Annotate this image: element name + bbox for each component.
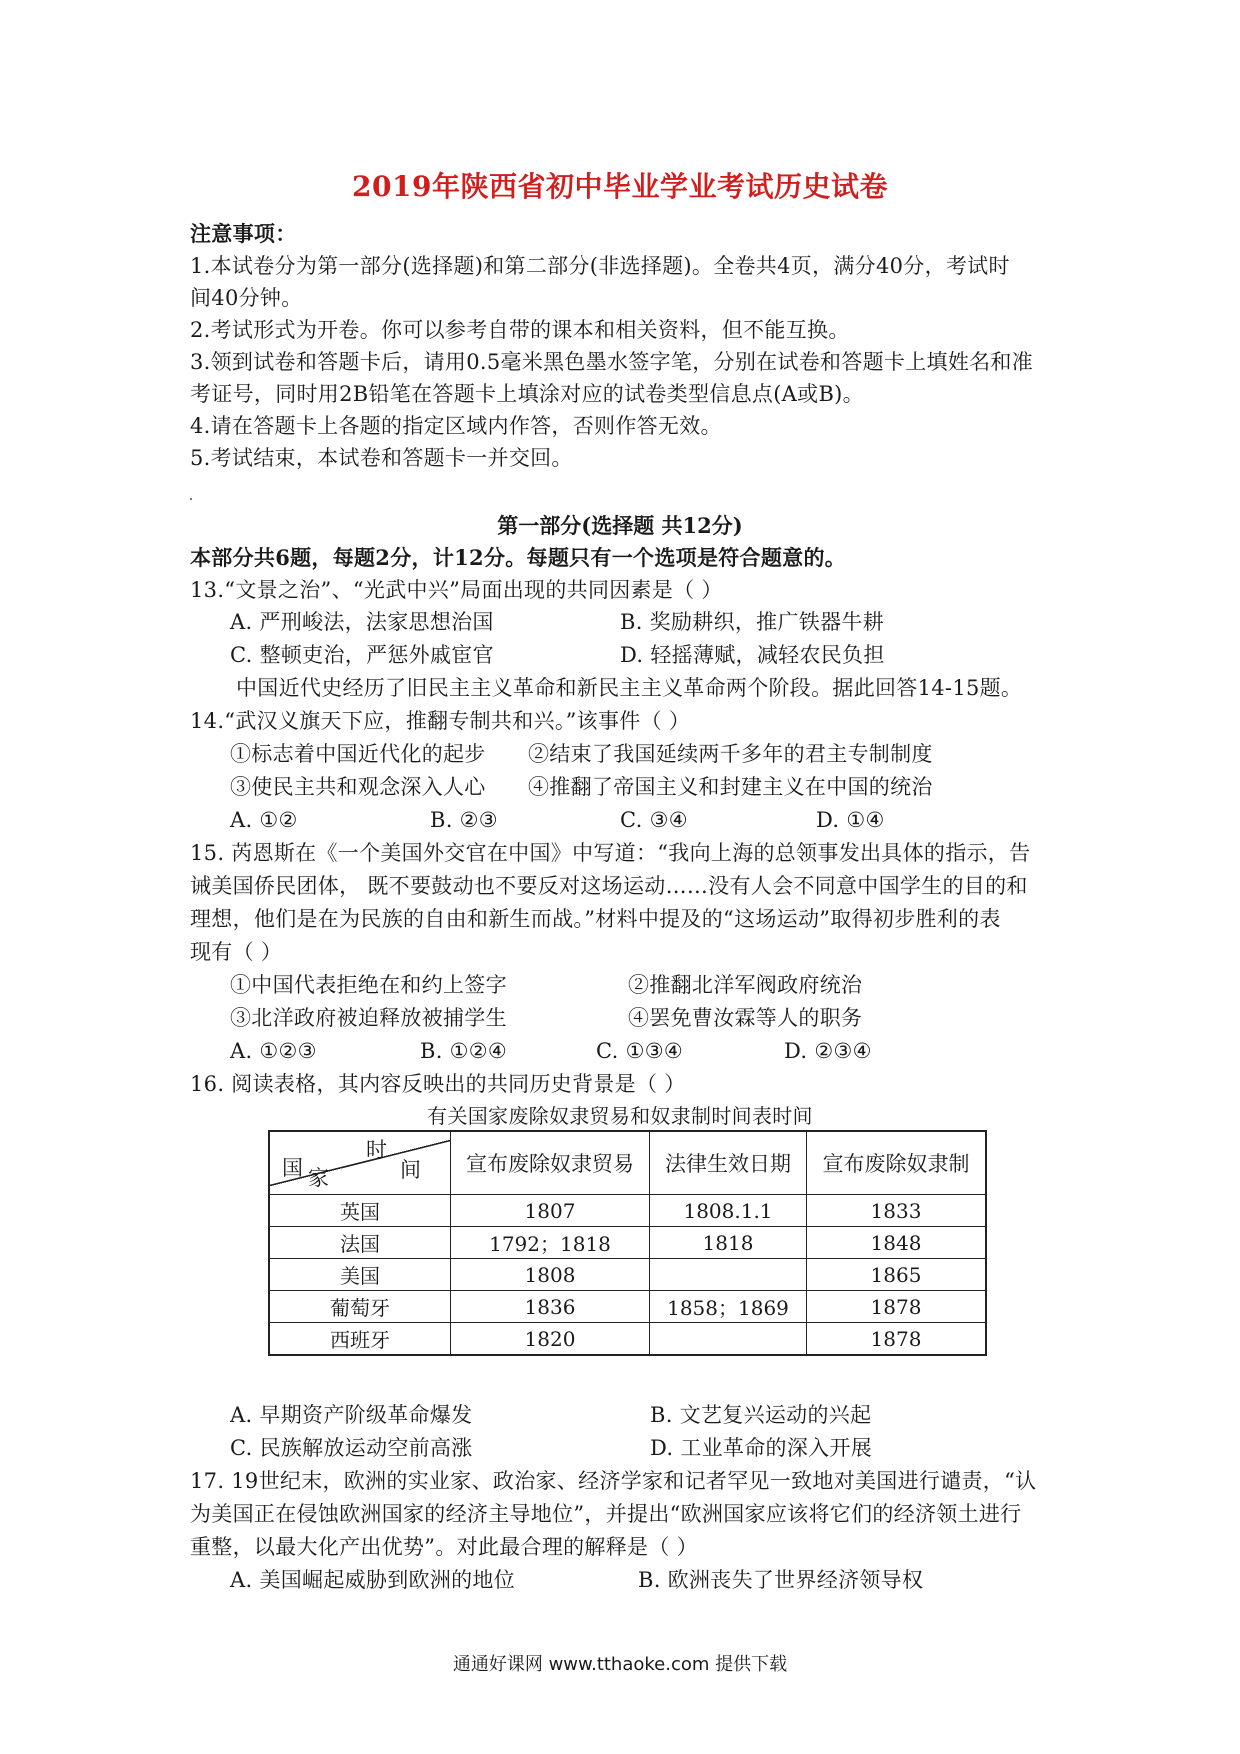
q13-option-a: A. 严刑峻法，法家思想治国 bbox=[230, 610, 494, 634]
question-15-line: 诫美国侨民团体， 既不要鼓动也不要反对这场运动……没有人会不同意中国学生的目的和 bbox=[190, 874, 1028, 898]
table-corner-cell bbox=[269, 1131, 451, 1195]
corner-label-time: 时 bbox=[366, 1138, 387, 1162]
trade-cell: 1836 bbox=[451, 1291, 650, 1323]
table-row bbox=[269, 1195, 986, 1227]
table-title: 有关国家废除奴隶贸易和奴隶制时间表时间 bbox=[427, 1104, 813, 1128]
part1-heading: 第一部分(选择题 共12分) bbox=[497, 513, 743, 538]
q14-option-c: C. ③④ bbox=[620, 808, 688, 832]
q15-option-a: A. ①②③ bbox=[230, 1039, 317, 1063]
country-cell: 葡萄牙 bbox=[269, 1291, 451, 1323]
corner-label-country-2: 家 bbox=[308, 1166, 329, 1190]
q17-option-a: A. 美国崛起威胁到欧洲的地位 bbox=[230, 1568, 516, 1592]
q15-option-d: D. ②③④ bbox=[784, 1039, 872, 1063]
notice-line: 考证号，同时用2B铅笔在答题卡上填涂对应的试卷类型信息点(A或B)。 bbox=[190, 382, 864, 406]
slavery-cell: 1833 bbox=[807, 1195, 987, 1227]
table-row bbox=[269, 1323, 986, 1356]
abolition-table bbox=[268, 1130, 987, 1356]
q13-option-c: C. 整顿吏治，严惩外戚宦官 bbox=[230, 643, 494, 667]
column-header: 法律生效日期 bbox=[650, 1131, 807, 1195]
q15-statement-3: ③北洋政府被迫释放被捕学生 bbox=[230, 1006, 507, 1030]
notice-line: 3.领到试卷和答题卡后，请用0.5毫米黑色墨水签字笔，分别在试卷和答题卡上填姓名和准 bbox=[190, 350, 1034, 374]
question-15-line: 理想，他们是在为民族的自由和新生而战。”材料中提及的“这场运动”取得初步胜利的表 bbox=[190, 907, 1001, 931]
q15-option-b: B. ①②④ bbox=[420, 1039, 508, 1063]
q15-option-c: C. ①③④ bbox=[596, 1039, 683, 1063]
q14-option-d: D. ①④ bbox=[816, 808, 885, 832]
q14-option-b: B. ②③ bbox=[430, 808, 498, 832]
page-footer: 通通好课网 www.tthaoke.com 提供下载 bbox=[452, 1654, 788, 1675]
slavery-cell: 1865 bbox=[807, 1259, 987, 1291]
table-row bbox=[269, 1291, 986, 1323]
trade-cell: 1807 bbox=[451, 1195, 650, 1227]
notice-line: 1.本试卷分为第一部分(选择题)和第二部分(非选择题)。全卷共4页，满分40分，考试时 bbox=[190, 254, 1010, 278]
trade-cell: 1808 bbox=[451, 1259, 650, 1291]
q16-option-a: A. 早期资产阶级革命爆发 bbox=[230, 1403, 473, 1427]
q13-option-b: B. 奖励耕织，推广铁器牛耕 bbox=[620, 610, 884, 634]
question-14-stem: 14.“武汉义旗天下应，推翻专制共和兴。”该事件（ ） bbox=[190, 709, 691, 733]
question-16-stem: 16. 阅读表格，其内容反映出的共同历史背景是（ ） bbox=[190, 1072, 686, 1096]
q16-option-b: B. 文艺复兴运动的兴起 bbox=[650, 1403, 872, 1427]
law-cell bbox=[650, 1323, 807, 1356]
notice-line: 5.考试结束，本试卷和答题卡一并交回。 bbox=[190, 446, 573, 470]
q14-statement-2: ②结束了我国延续两千多年的君主专制制度 bbox=[528, 742, 933, 766]
page-title: 2019年陕西省初中毕业学业考试历史试卷 bbox=[352, 170, 888, 203]
q14-15-intro: 中国近代史经历了旧民主主义革命和新民主主义革命两个阶段。据此回答14-15题。 bbox=[236, 676, 1023, 700]
column-header: 宣布废除奴隶制 bbox=[807, 1131, 987, 1195]
slavery-cell: 1848 bbox=[807, 1227, 987, 1259]
notice-heading: 注意事项： bbox=[190, 221, 297, 246]
q14-statement-4: ④推翻了帝国主义和封建主义在中国的统治 bbox=[528, 775, 933, 799]
q15-statement-4: ④罢免曹汝霖等人的职务 bbox=[628, 1006, 863, 1030]
question-17-line: 为美国正在侵蚀欧洲国家的经济主导地位”，并提出“欧洲国家应该将它们的经济领土进行 bbox=[190, 1502, 1022, 1526]
question-17-line: 重整，以最大化产出优势”。对此最合理的解释是（ ） bbox=[190, 1535, 698, 1559]
scan-speck bbox=[190, 498, 192, 500]
law-cell: 1808.1.1 bbox=[650, 1195, 807, 1227]
q14-statement-3: ③使民主共和观念深入人心 bbox=[230, 775, 486, 799]
law-cell bbox=[650, 1259, 807, 1291]
q17-option-b: B. 欧洲丧失了世界经济领导权 bbox=[638, 1568, 924, 1592]
corner-label-time-2: 间 bbox=[400, 1158, 421, 1182]
country-cell: 法国 bbox=[269, 1227, 451, 1259]
q15-statement-2: ②推翻北洋军阀政府统治 bbox=[628, 973, 863, 997]
corner-label-country: 国 bbox=[282, 1156, 303, 1180]
q13-option-d: D. 轻摇薄赋，减轻农民负担 bbox=[620, 643, 885, 667]
question-15-line: 现有（ ） bbox=[190, 940, 283, 964]
question-13-stem: 13.“文景之治”、“光武中兴”局面出现的共同因素是（ ） bbox=[190, 578, 723, 602]
q14-statement-1: ①标志着中国近代化的起步 bbox=[230, 742, 486, 766]
table-header-row bbox=[269, 1131, 986, 1195]
q16-option-c: C. 民族解放运动空前高涨 bbox=[230, 1436, 473, 1460]
q15-statement-1: ①中国代表拒绝在和约上签字 bbox=[230, 973, 507, 997]
q14-option-a: A. ①② bbox=[230, 808, 298, 832]
part1-instruction: 本部分共6题，每题2分，计12分。每题只有一个选项是符合题意的。 bbox=[190, 545, 847, 570]
law-cell: 1858；1869 bbox=[650, 1291, 807, 1323]
notice-line: 间40分钟。 bbox=[190, 286, 303, 310]
trade-cell: 1792；1818 bbox=[451, 1227, 650, 1259]
table-row bbox=[269, 1227, 986, 1259]
country-cell: 西班牙 bbox=[269, 1323, 451, 1356]
law-cell: 1818 bbox=[650, 1227, 807, 1259]
notice-line: 2.考试形式为开卷。你可以参考自带的课本和相关资料，但不能互换。 bbox=[190, 318, 850, 342]
trade-cell: 1820 bbox=[451, 1323, 650, 1356]
table-row bbox=[269, 1259, 986, 1291]
question-17-line: 17. 19世纪末，欧洲的实业家、政治家、经济学家和记者罕见一致地对美国进行谴责，“认 bbox=[190, 1469, 1037, 1493]
country-cell: 美国 bbox=[269, 1259, 451, 1291]
slavery-cell: 1878 bbox=[807, 1291, 987, 1323]
question-15-line: 15. 芮恩斯在《一个美国外交官在中国》中写道：“我向上海的总领事发出具体的指示，告 bbox=[190, 841, 1031, 865]
q16-option-d: D. 工业革命的深入开展 bbox=[650, 1436, 873, 1460]
country-cell: 英国 bbox=[269, 1195, 451, 1227]
column-header: 宣布废除奴隶贸易 bbox=[451, 1131, 650, 1195]
notice-line: 4.请在答题卡上各题的指定区域内作答，否则作答无效。 bbox=[190, 414, 722, 438]
slavery-cell: 1878 bbox=[807, 1323, 987, 1356]
